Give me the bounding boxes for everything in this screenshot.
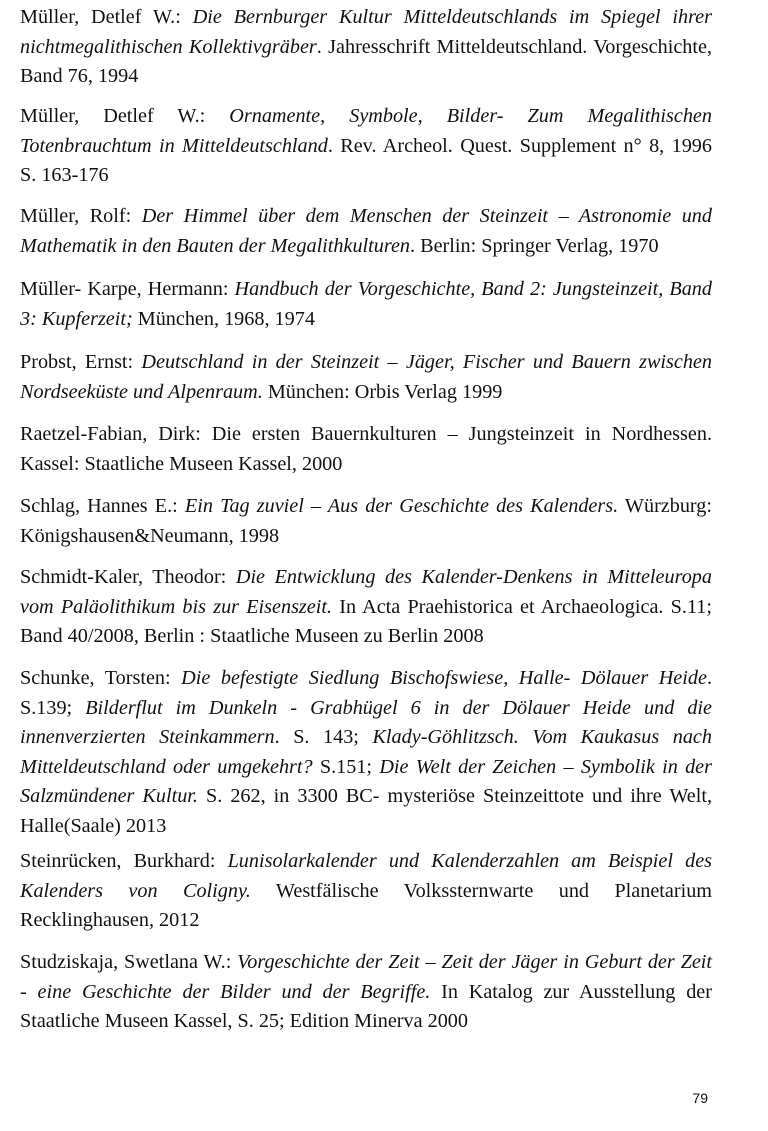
- bibliography-entry: [20, 563, 712, 652]
- bibliography-entry: [20, 3, 712, 92]
- bibliography-entry: [20, 102, 712, 191]
- entry-title-text: Die Entwicklung des Kalender-Denkens in Mitteleuropa vom Paläolithikum bis zur Eisenszeit.: [20, 566, 712, 618]
- entry-text: . S. 143;: [274, 726, 373, 748]
- entry-text: Müller, Rolf:: [20, 205, 142, 227]
- entry-text: . Berlin: Springer Verlag, 1970: [410, 234, 659, 257]
- entry-title-text: Vorgeschichte der Zeit – Zeit der Jäger in Geburt der Zeit - eine Geschichte der Bilder und der Begriffe.: [20, 951, 713, 1003]
- entry-text: München: Orbis Verlag 1999: [262, 380, 503, 403]
- entry-text: Würzburg: Königshausen&Neumann, 1998: [20, 495, 712, 547]
- entry-text: . Rev. Archeol. Quest. Supplement n° 8, 1996 S. 163-176: [20, 134, 712, 186]
- entry-title-text: Klady-Göhlitzsch. Vom Kaukasus nach Mitteldeutschland oder umgekehrt?: [20, 726, 712, 778]
- entry-text: S.151;: [312, 755, 380, 778]
- bibliography-entry: [20, 202, 712, 261]
- entry-title-text: Die befestigte Siedlung Bischofswiese, Halle- Dölauer Heide: [181, 667, 707, 689]
- entry-text: . Jahresschrift Mitteldeutschland. Vorgeschichte, Band 76, 1994: [20, 35, 712, 87]
- bibliography-entry: [20, 348, 712, 407]
- entry-title-text: Lunisolarkalender und Kalenderzahlen am Beispiel des Kalenders von Coligny.: [20, 850, 713, 902]
- bibliography-entry: [20, 664, 712, 841]
- entry-text: In Katalog zur Ausstellung der Staatliche Museen Kassel, S. 25; Edition Minerva 2000: [20, 980, 712, 1032]
- entry-title-text: Ein Tag zuviel – Aus der Geschichte des Kalenders.: [184, 495, 619, 517]
- entry-text: Müller, Detlef W.:: [20, 105, 230, 127]
- entry-text: Schmidt-Kaler, Theodor:: [20, 566, 236, 588]
- entry-text: Schlag, Hannes E.:: [20, 495, 185, 517]
- entry-title-text: Handbuch der Vorgeschichte, Band 2: Jungsteinzeit, Band 3: Kupferzeit;: [20, 278, 712, 330]
- entry-text: Westfälische Volkssternwarte und Planetarium Recklinghausen, 2012: [20, 879, 712, 931]
- entry-title-text: Die Welt der Zeichen – Symbolik in der Salzmündener Kultur.: [20, 755, 712, 807]
- entry-text: S. 262, in 3300 BC- mysteriöse Steinzeittote und ihre Welt, Halle(Saale) 2013: [20, 785, 713, 837]
- entry-title-text: Deutschland in der Steinzeit – Jäger, Fischer und Bauern zwischen Nordseeküste und Alpenraum.: [20, 351, 712, 403]
- entry-text: Studziskaja, Swetlana W.:: [20, 951, 238, 973]
- entry-text: Müller, Detlef W.:: [20, 6, 193, 28]
- entry-title-text: Der Himmel über dem Menschen der Steinzeit – Astronomie und Mathematik in den Bauten der Megalithkulturen: [20, 205, 712, 257]
- entry-title-text: Bilderflut im Dunkeln - Grabhügel 6 in der Dölauer Heide und die innenverzierten Steinkammern: [20, 696, 712, 748]
- bibliography-entry: [20, 420, 712, 479]
- entry-text: München, 1968, 1974: [132, 307, 315, 330]
- entry-text: In Acta Praehistorica et Archaeologica. S.11; Band 40/2008, Berlin : Staatliche Museen zu Berlin 2008: [20, 595, 712, 647]
- entry-text: Müller- Karpe, Hermann:: [20, 278, 235, 300]
- entry-text: Steinrücken, Burkhard:: [20, 850, 228, 872]
- entry-text: Probst, Ernst:: [20, 351, 142, 373]
- bibliography-entry: [20, 275, 712, 334]
- page-number: 79: [692, 1090, 708, 1106]
- bibliography-entry: [20, 492, 712, 551]
- entry-text: Schunke, Torsten:: [20, 667, 182, 689]
- bibliography-entry: [20, 847, 712, 936]
- entry-text: Raetzel-Fabian, Dirk: Die ersten Bauernkulturen – Jungsteinzeit in Nordhessen. Kassel: Staatliche Museen Kassel, 2000: [20, 423, 712, 475]
- entry-title-text: Ornamente, Symbole, Bilder- Zum Megalithischen Totenbrauchtum in Mitteldeutschland: [20, 105, 712, 157]
- entry-title-text: Die Bernburger Kultur Mitteldeutschlands im Spiegel ihrer nichtmegalithischen Kollektivgräber: [20, 6, 712, 58]
- bibliography-entry: [20, 948, 712, 1037]
- entry-text: . S.139;: [20, 667, 712, 719]
